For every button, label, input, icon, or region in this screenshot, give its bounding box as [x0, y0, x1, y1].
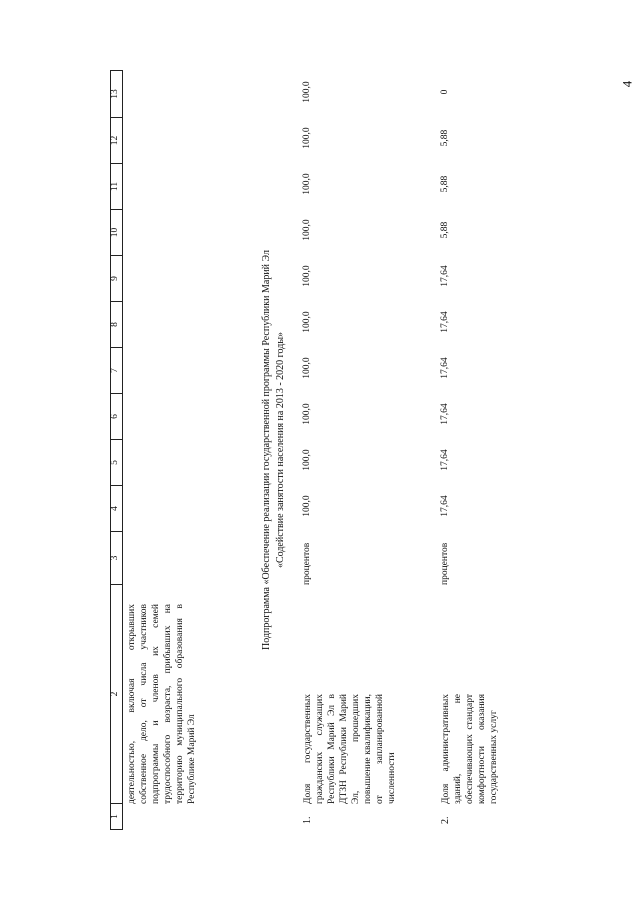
row-value-2014: 100,0: [302, 449, 312, 471]
row-value-2019: 5,88: [440, 221, 450, 239]
row-value-2017: 17,64: [440, 311, 450, 333]
row-unit: процентов: [302, 542, 312, 585]
header-col-8: 8: [110, 302, 122, 348]
row-value-2016: 100,0: [302, 357, 312, 379]
row-unit: процентов: [440, 542, 450, 585]
header-col-3: 3: [110, 532, 122, 585]
subprogram-title-line1: Подпрограмма «Обеспечение реализации государственной программы Республики Марий Эл: [261, 250, 272, 650]
row-description: Доля государственных гражданских служащих Республики Марий Эл в ДТЗН Республики Марий Эл, прошедших повышение квалификации, от запланированной численности: [303, 694, 397, 804]
header-col-4: 4: [110, 486, 122, 532]
row-value-2020: 100,0: [302, 173, 312, 195]
row-value-2015: 100,0: [302, 403, 312, 425]
row-value-2018: 17,64: [440, 265, 450, 287]
header-col-11: 11: [110, 164, 122, 210]
row-number: 1.: [302, 816, 313, 824]
landscape-table: [110, 70, 530, 830]
row-value-2014: 17,64: [440, 449, 450, 471]
header-col-6: 6: [110, 394, 122, 440]
row-description: Доля административных зданий, не обеспечивающих стандарт комфортности оказания государственных услуг: [441, 694, 499, 804]
header-col-13: 13: [110, 70, 122, 118]
row-value-12: 5,88: [440, 129, 450, 147]
header-col-7: 7: [110, 348, 122, 394]
row-value-2015: 17,64: [440, 403, 450, 425]
row-value-2013: 100,0: [302, 495, 312, 517]
header-col-10: 10: [110, 210, 122, 256]
row-value-12: 100,0: [302, 127, 312, 149]
table-row-1: [302, 70, 422, 830]
table-row-2: [440, 70, 520, 830]
header-col-5: 5: [110, 440, 122, 486]
header-col-1: 1: [110, 804, 122, 830]
continued-text: деятельностью, включая открывших собственное дело, от числа участников подпрограммы и членов их семей трудоспособного возраста, прибывших на территорию муниципального образования в Республике Марий Эл: [127, 604, 197, 804]
row-value-2013: 17,64: [440, 495, 450, 517]
row-value-13: 0: [440, 89, 450, 95]
row-value-2018: 100,0: [302, 265, 312, 287]
row-number: 2.: [440, 816, 451, 824]
row-value-2017: 100,0: [302, 311, 312, 333]
subprogram-title-line2: «Содействие занятости населения на 2013 - 2020 годы»: [275, 331, 286, 569]
row-value-2016: 17,64: [440, 357, 450, 379]
page-number: 4: [618, 80, 634, 88]
row-value-2020: 5,88: [440, 175, 450, 193]
row-value-13: 100,0: [302, 81, 312, 103]
row-value-2019: 100,0: [302, 219, 312, 241]
header-col-2: 2: [110, 585, 122, 804]
table-header-bottom-border: [122, 70, 123, 830]
header-col-9: 9: [110, 256, 122, 302]
header-col-12: 12: [110, 118, 122, 164]
table-header-row: [110, 70, 122, 830]
